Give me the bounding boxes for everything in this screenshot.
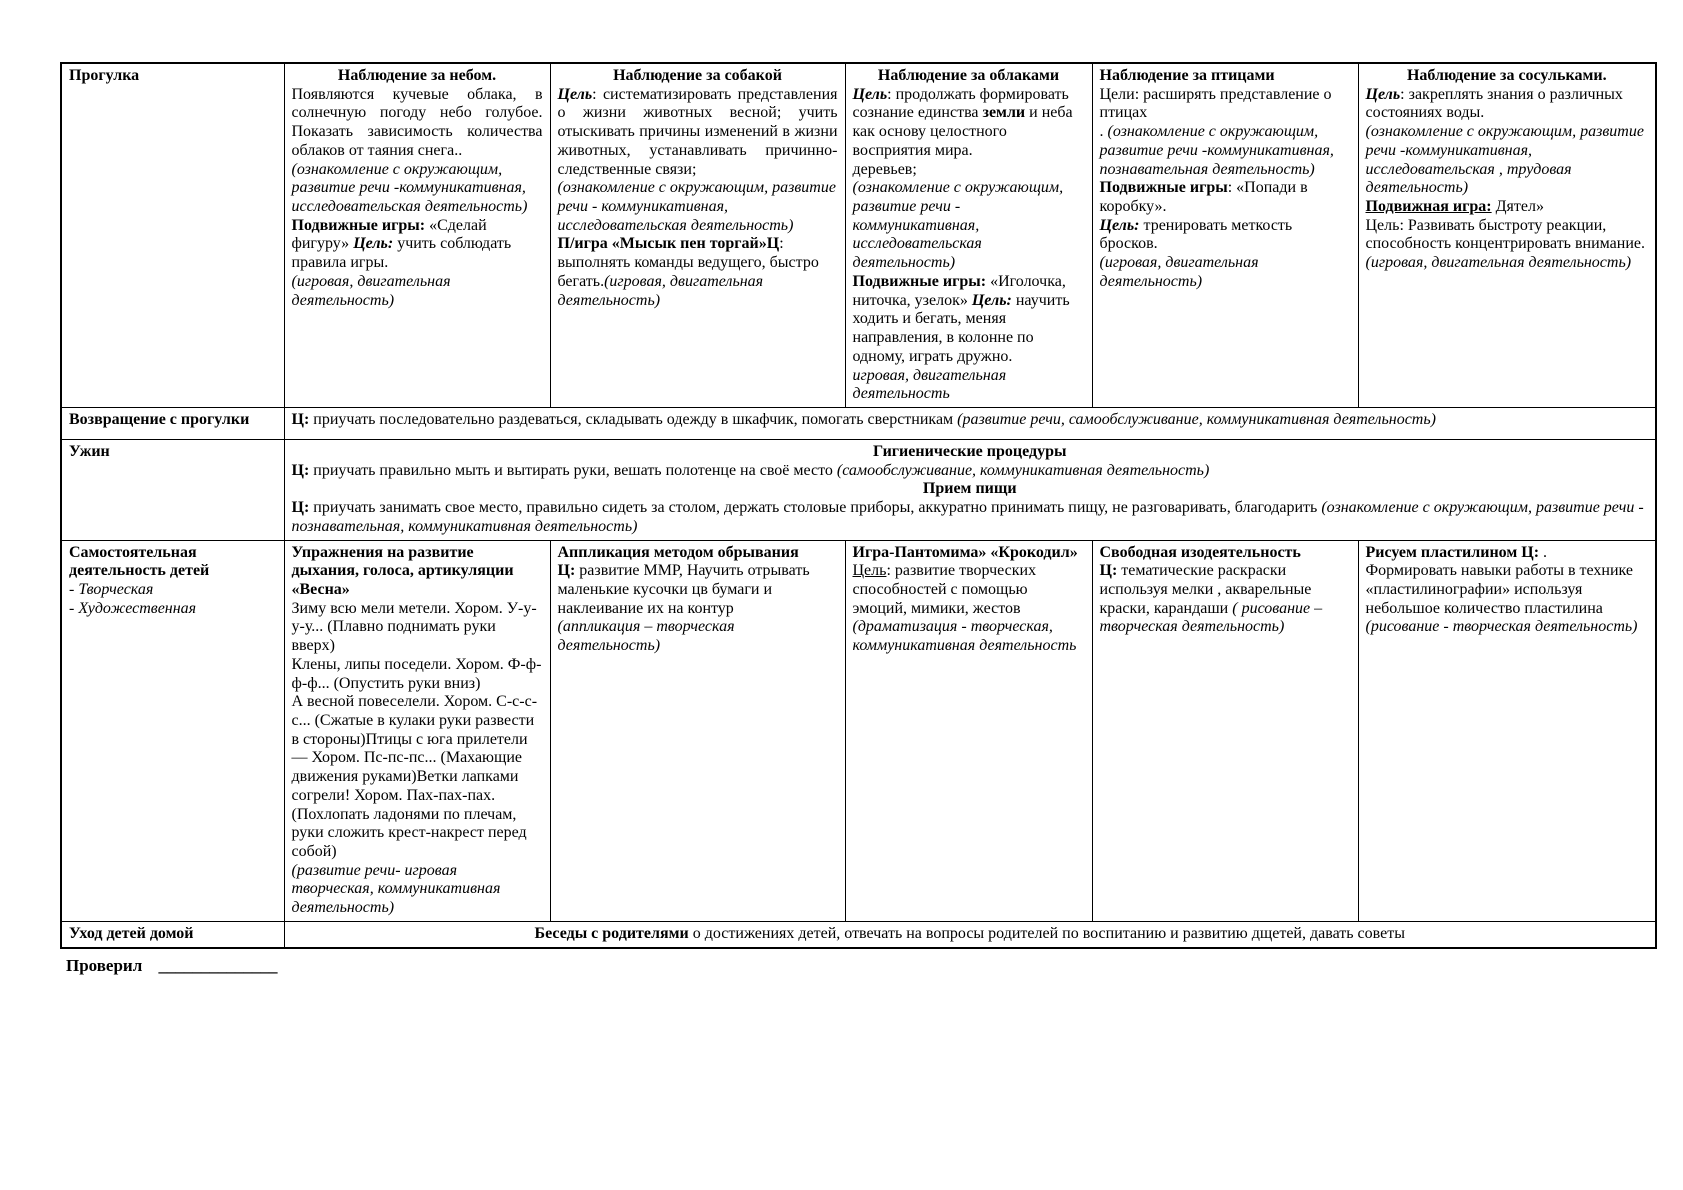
- cell-free-art: Свободная изодеятельность Ц: тематические раскраски используя мелки , акварельные краски, карандаши ( рисование – творческая деятельность): [1092, 540, 1358, 921]
- cell-observation-dog: Наблюдение за собакой Цель: систематизировать представления о жизни животных весной; учить отыскивать причины изменений в жизни животных, устанавливать причинно-следственные связи; (ознакомление с окружающим, развитие речи - коммуникативная, исследовательская деятельность) П/игра «Мысык пен торгай»Ц: выполнять команды ведущего, быстро бегать.(игровая, двигательная деятельность): [550, 63, 845, 407]
- cell-breathing-exercises: Упражнения на развитие дыхания, голоса, артикуляции «Весна» Зиму всю мели метели. Хором. У-у-у-у... (Плавно поднимать руки вверх) Клены, липы поседели. Хором. Ф-ф-ф-ф... (Опустить руки вниз) А весной повеселели. Хором. С-с-с-с... (Сжатые в кулаки руки развести в стороны)Птицы с юга прилетели — Хором. Пс-пс-пс... (Махающие движения руками)Ветки лапками согрели! Хором. Пах-пах-пах. (Похлопать ладонями по плечам, руки сложить крест-накрест перед собой) (развитие речи- игровая творческая, коммуникативная деятельность): [284, 540, 550, 921]
- cell-observation-sky: Наблюдение за небом. Появляются кучевые облака, в солнечную погоду небо голубое. Показать зависимость количества облаков от таяния снега.. (ознакомление с окружающим, развитие речи -коммуникативная, исследовательская деятельность) Подвижные игры: «Сделай фигуру» Цель: учить соблюдать правила игры. (игровая, двигательная деятельность): [284, 63, 550, 407]
- row-walk: [61, 63, 1656, 407]
- cell-pantomime-game: Игра-Пантомима» «Крокодил» Цель: развитие творческих способностей с помощью эмоций, мимики, жестов (драматизация - творческая, коммуникативная деятельность: [845, 540, 1092, 921]
- row-return-from-walk: [61, 407, 1656, 439]
- cell-observation-clouds: Наблюдение за облаками Цель: продолжать формировать сознание единства земли и неба как основу целостного восприятия мира. деревьев; (ознакомление с окружающим, развитие речи - коммуникативная, исследовательская деятельность) Подвижные игры: «Иголочка, ниточка, узелок» Цель: научить ходить и бегать, меняя направления, в колонне по одному, играть дружно. игровая, двигательная деятельность: [845, 63, 1092, 407]
- daily-plan-sheet: [60, 62, 1657, 976]
- checked-by-label: Проверил: [66, 955, 143, 975]
- cell-return-content: Ц: приучать последовательно раздеваться, складывать одежду в шкафчик, помогать сверстникам (развитие речи, самообслуживание, коммуникативная деятельность): [284, 407, 1656, 439]
- cell-departure-label: Уход детей домой: [61, 921, 284, 947]
- cell-walk-label: Прогулка: [61, 63, 284, 407]
- cell-dinner-label: Ужин: [61, 439, 284, 540]
- cell-departure-content: Беседы с родителями о достижениях детей, отвечать на вопросы родителей по воспитанию и развитию дщетей, давать советы: [284, 921, 1656, 947]
- row-dinner: [61, 439, 1656, 540]
- cell-independent-label: Самостоятельная деятельность детей - Творческая - Художественная: [61, 540, 284, 921]
- cell-applique: Аппликация методом обрывания Ц: развитие ММР, Научить отрывать маленькие кусочки цв бумаги и наклеивание их на контур (аппликация – творческая деятельность): [550, 540, 845, 921]
- checked-by-line: [66, 956, 1657, 976]
- cell-dinner-content: Гигиенические процедуры Ц: приучать правильно мыть и вытирать руки, вешать полотенце на своё место (самообслуживание, коммуникативная деятельность) Прием пищи Ц: приучать занимать свое место, правильно сидеть за столом, держать столовые приборы, аккуратно принимать пищу, не разговаривать, благодарить (ознакомление с окружающим, развитие речи - познавательная, коммуникативная деятельность): [284, 439, 1656, 540]
- cell-observation-icicles: Наблюдение за сосульками. Цель: закреплять знания о различных состояниях воды. (ознакомление с окружающим, развитие речи -коммуникативная, исследовательская , трудовая деятельность) Подвижная игра: Дятел» Цель: Развивать быстроту реакции, способность концентрировать внимание. (игровая, двигательная деятельность): [1358, 63, 1656, 407]
- cell-return-label: Возвращение с прогулки: [61, 407, 284, 439]
- cell-plasticine-drawing: Рисуем пластилином Ц: . Формировать навыки работы в технике «пластилинографии» используя небольшое количество пластилина (рисование - творческая деятельность): [1358, 540, 1656, 921]
- signature-blank: ______________: [158, 955, 278, 975]
- row-departure: [61, 921, 1656, 947]
- row-independent-activity: [61, 540, 1656, 921]
- cell-observation-birds: Наблюдение за птицами Цели: расширять представление о птицах . (ознакомление с окружающим, развитие речи -коммуникативная, познавательная деятельность) Подвижные игры: «Попади в коробку». Цель: тренировать меткость бросков. (игровая, двигательная деятельность): [1092, 63, 1358, 407]
- daily-plan-table: [60, 62, 1657, 949]
